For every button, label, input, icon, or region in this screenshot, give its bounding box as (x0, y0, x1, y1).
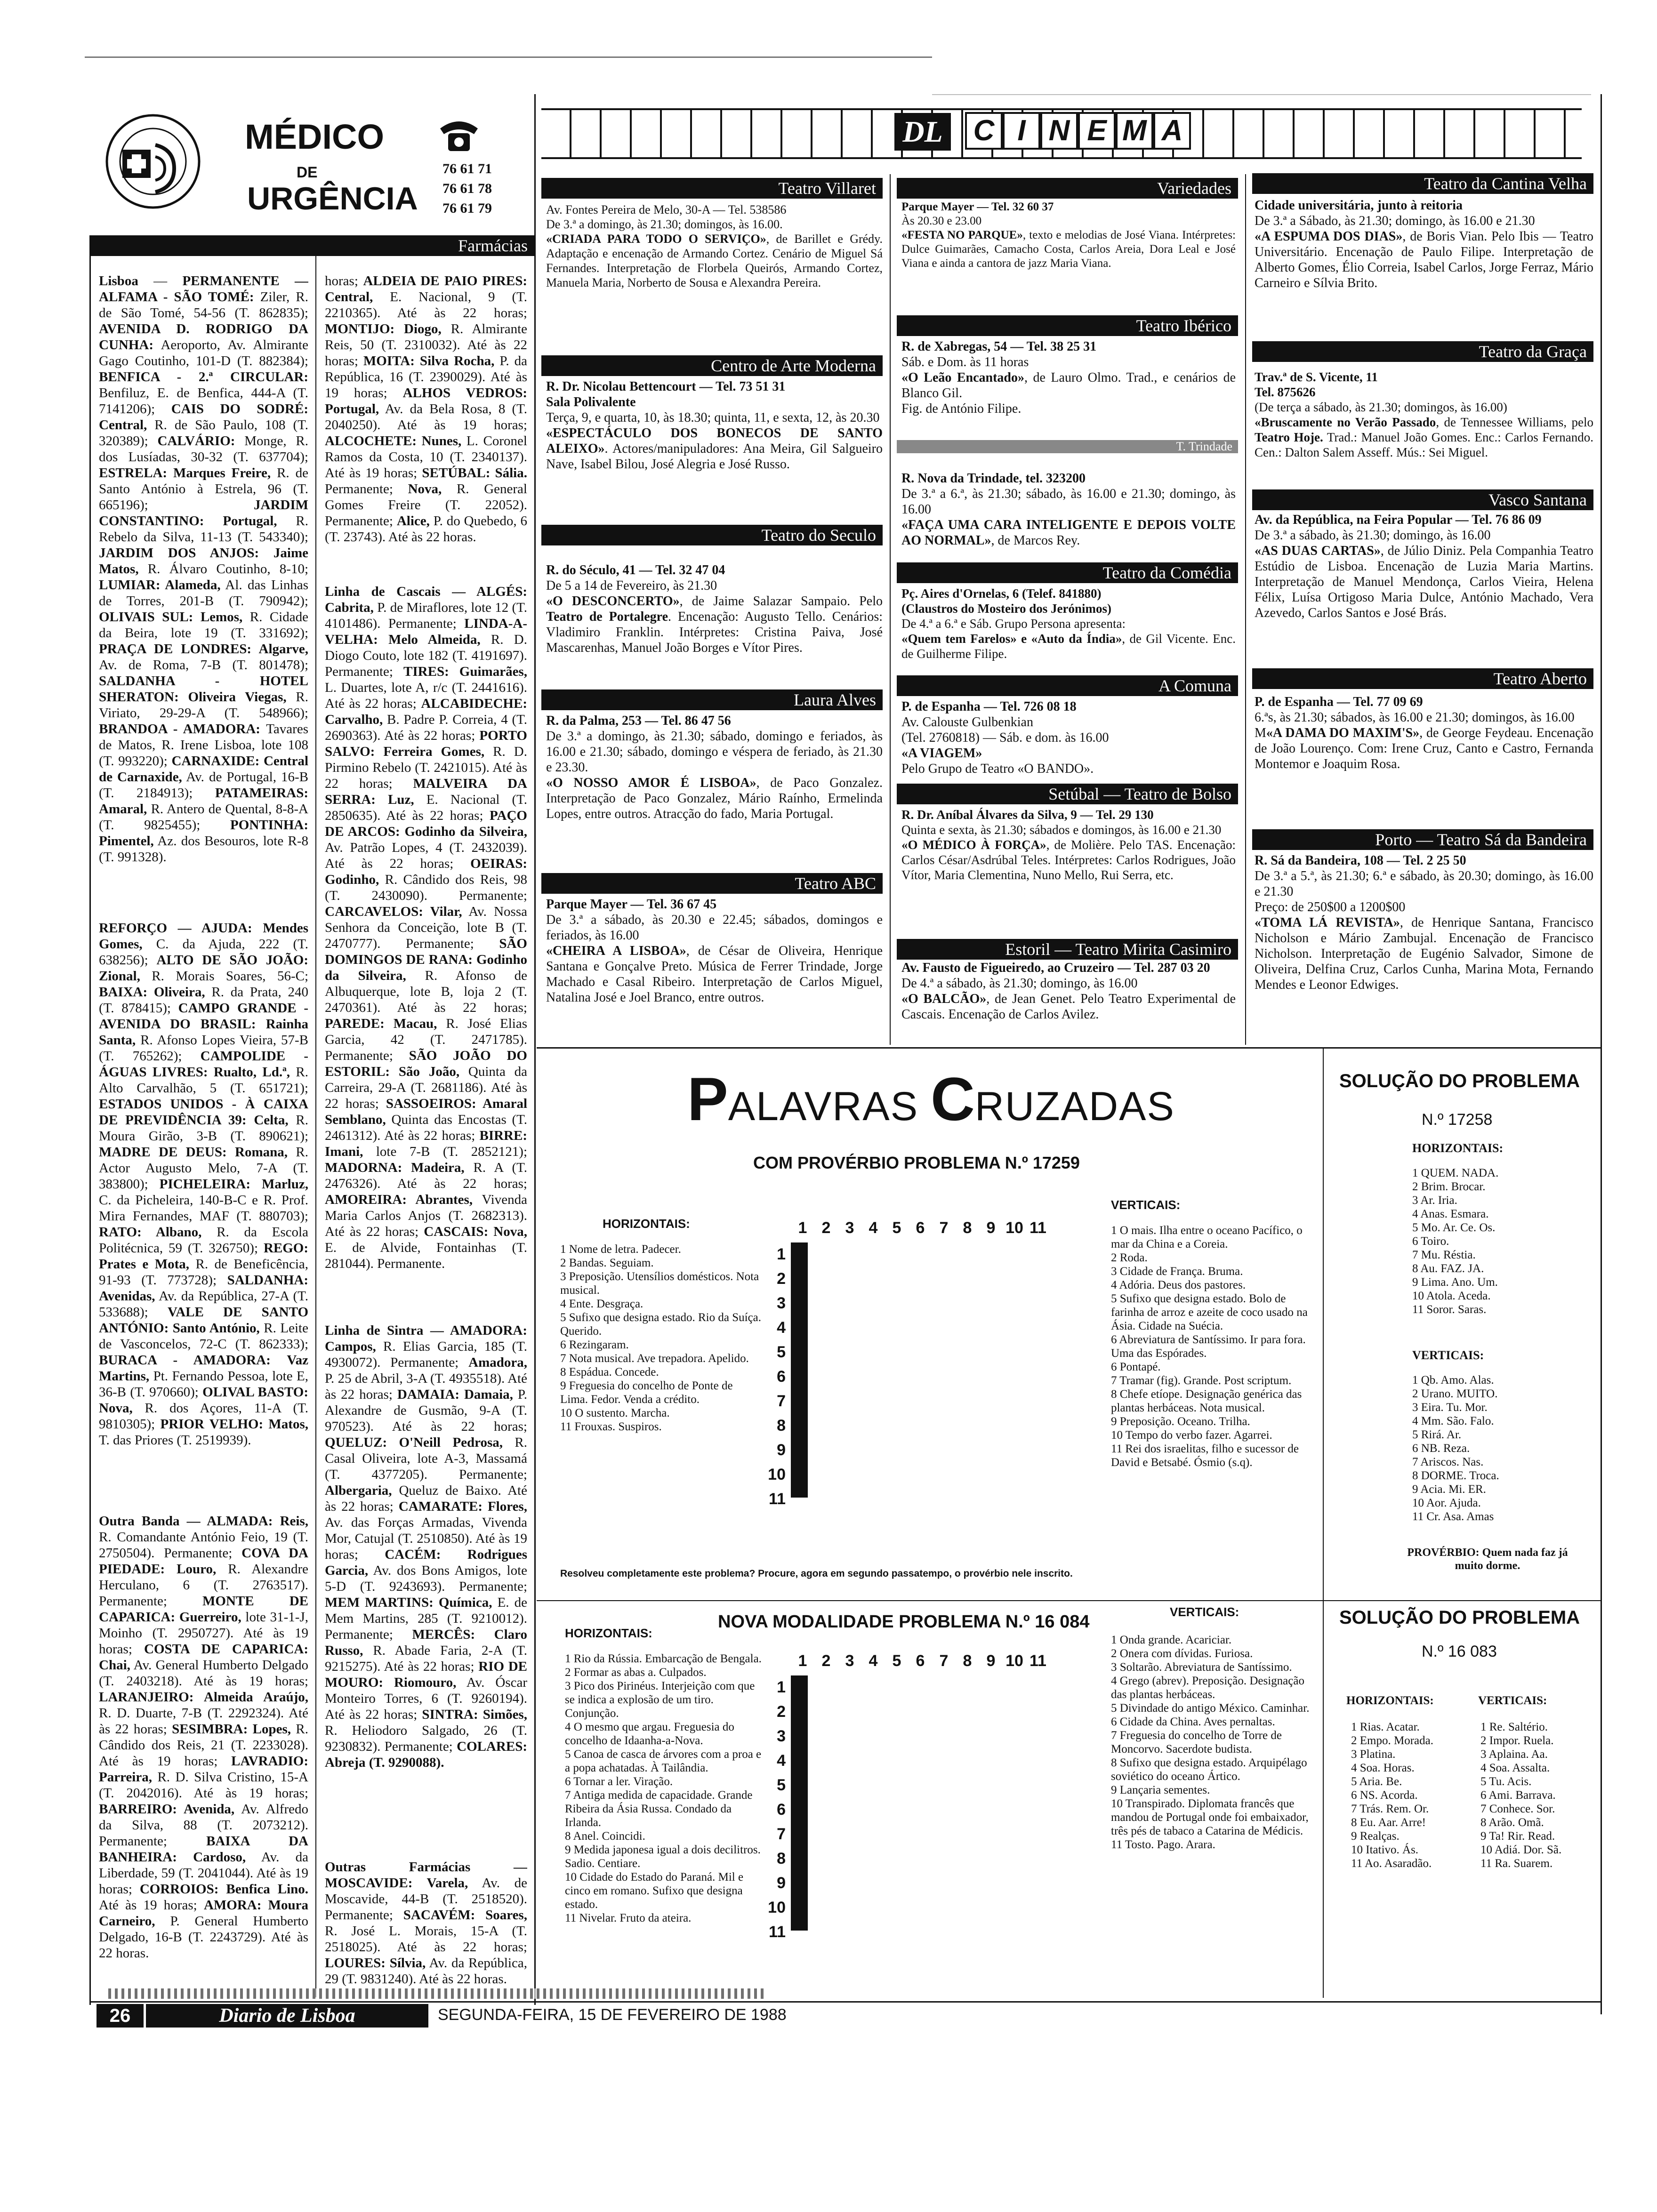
teatro-listing: Av. da República, na Feira Popular — Tel. 76 86 09 De 3.ª a sábado, às 21.30; domingo, às 16.00 «AS DUAS CARTAS», de Júlio Diniz. Pela Companhia Teatro Estúdio de Lisboa. Encenação de Luzia Maria Martins. Interpretação de Manuel Mendonça, Carlos Vieira, Helena Félix, Luísa Ortigoso Maria Dulce, António Machado, Vera Azevedo, Carlos Santos e José Brás. (1255, 513, 1593, 620)
solution-line: 3 Aplaina. Aa. (1480, 1748, 1548, 1761)
clue-horizontal: 9 Medida japonesa igual a dois decilitros. Sadio. Centiare. (565, 1843, 761, 1870)
teatro-listing: Av. Fausto de Figueiredo, ao Cruzeiro — Tel. 287 03 20 De 4.ª a sábado, às 21.30; domingo, às 16.00 «O BALCÃO», de Jean Genet. Pelo Teatro Experimental de Cascais. Encenação de Carlos Avilez. (901, 961, 1236, 1022)
teatro-header: Teatro do Seculo (541, 525, 883, 545)
clue-horizontal: 2 Formar as abas a. Culpados. (565, 1666, 707, 1679)
crossword-table (791, 1675, 808, 1931)
solution-line: 8 Arão. Omã. (1480, 1816, 1544, 1829)
farmacias-mid-rule (315, 256, 316, 1997)
grid-row-number: 11 (769, 1490, 786, 1508)
top-rule (85, 56, 932, 58)
clue-vertical: 4 Grego (abrev). Preposição. Designação das plantas herbáceas. (1111, 1675, 1304, 1701)
clue-horizontal: 5 Canoa de casca de árvores com a proa e a popa achatadas. À Tailândia. (565, 1748, 762, 1774)
solution-line: 10 Atola. Aceda. (1412, 1290, 1491, 1302)
grid-cell[interactable] (806, 1336, 807, 1359)
teatro-header: Estoril — Teatro Mirita Casimiro (897, 939, 1238, 960)
palavras-verticais-list (1111, 1224, 1313, 1469)
teatro-listing: R. da Palma, 253 — Tel. 86 47 56 De 3.ª a domingo, às 21.30; sábado, domingo e feriados, às 16.00 e 21.30; sábado, domingo e véspera de feriado, às 21.30 e 23.30. «O NOSSO AMOR É LISBOA», de Paco Gonzalez. Interpretação de Paco Gonzalez, Mário Raínho, Ermelinda Lopes, entre outros. Atracção do fado, Maria Portugal. (546, 713, 883, 821)
grid-row (792, 1723, 807, 1746)
grid-row-numbers (765, 1675, 788, 1958)
grid-row-number: 1 (777, 1245, 786, 1263)
grid-row (792, 1405, 807, 1428)
crossword-table (791, 1242, 808, 1498)
clue-horizontal: 11 Frouxas. Suspiros. (560, 1420, 662, 1433)
clue-horizontal: 8 Anel. Coincidi. (565, 1830, 645, 1843)
solution-line: 9 Acia. Mi. ER. (1412, 1483, 1486, 1496)
grid-row-number: 8 (777, 1850, 786, 1867)
clue-horizontal: 7 Antiga medida de capacidade. Grande Ribeira da Ásia Russa. Condado da Irlanda. (565, 1789, 753, 1829)
grid-row (792, 1838, 807, 1861)
grid-row-number: 6 (777, 1368, 786, 1386)
grid-row (792, 1266, 807, 1290)
grid-row (792, 1313, 807, 1336)
clue-vertical: 7 Freguesia do concelho de Torre de Moncorvo. Sacerdote budista. (1111, 1729, 1282, 1755)
palavras-title-b: RUZADAS (974, 1084, 1175, 1129)
nova-horizontais-list (565, 1652, 763, 1925)
teatro-header: Teatro da Comédia (897, 562, 1238, 583)
nova-verticais-list (1111, 1633, 1313, 1851)
grid-row-number: 8 (777, 1417, 786, 1435)
solution-line: 6 Ami. Barrava. (1480, 1789, 1556, 1802)
clue-horizontal: 7 Nota musical. Ave trepadora. Apelido. (560, 1352, 749, 1365)
theatre-rule-2 (1245, 174, 1246, 1045)
grid-cell[interactable] (806, 1769, 807, 1792)
grid-row (792, 1884, 807, 1907)
solucao2-vlabel: VERTICAIS: (1478, 1694, 1547, 1707)
teatro-listing: Av. Fontes Pereira de Melo, 30-A — Tel. 538586 De 3.ª a domingo, às 21.30; domingos, às 16.00. «CRIADA PARA TODO O SERVIÇO», de Barillet e Grédy. Adaptação e encenação de Armando Cortez. Cenário de Miguel Sá Fernandes. Interpretação de Florbela Queirós, Armando Cortez, Manuela Maria, Norberto de Sousa e Alexandra Pereira. (546, 203, 883, 289)
grid-cell[interactable] (806, 1746, 807, 1769)
clue-vertical: 6 Pontapé. (1111, 1361, 1161, 1373)
clue-horizontal: 3 Pico dos Pirinéus. Interjeição com que se indica a explosão de um tiro. Conjunção. (565, 1680, 755, 1720)
teatro-listing: P. de Espanha — Tel. 77 09 69 6.ªs, às 21.30; sábados, às 16.00 e 21.30; domingos, às 16.00 M«A DAMA DO MAXIM'S», de George Feydeau. Encenação de João Lourenço. Com: Irene Cruz, Canto e Castro, Fernanda Montemor e Joaquim Rosa. (1255, 695, 1593, 771)
grid-col-number: 6 (916, 1219, 925, 1237)
teatro-header: Teatro Aberto (1252, 668, 1593, 689)
clue-horizontal: 6 Rezingaram. (560, 1338, 629, 1351)
teatro-header-small: T. Trindade (897, 440, 1238, 453)
solution-line: 7 Mu. Réstia. (1412, 1249, 1476, 1261)
solucao2-number: N.º 16 083 (1422, 1643, 1497, 1660)
medico-title: MÉDICO (245, 117, 384, 156)
solucao-horizontais-label: HORIZONTAIS: (1412, 1141, 1504, 1155)
grid-col-number: 10 (1005, 1219, 1023, 1237)
grid-row (792, 1382, 807, 1405)
grid-row-number: 1 (777, 1678, 786, 1696)
clue-vertical: 1 O mais. Ilha entre o oceano Pacífico, o mar da China e a Coreia. (1111, 1224, 1303, 1250)
farmacias-right-rule (534, 94, 536, 2005)
grid-row-number: 4 (777, 1319, 786, 1337)
farmacias-lisboa-reforco: REFORÇO — AJUDA: Mendes Gomes, C. da Ajuda, 222 (T. 638256); ALTO DE SÃO JOÃO: Zional, R. Morais Soares, 56-C; BAIXA: Oliveira, R. da Prata, 240 (T. 878415); CAMPO GRANDE - AVENIDA DO BRASIL: Rainha Santa, R. Afonso Lopes Vieira, 57-B (T. 765262); CAMPOLIDE - ÁGUAS LIVRES: Rualto, Ld.ª, R. Alto Carvalhão, 5 (T. 651721); ESTADOS UNIDOS - À CAIXA DE PREVIDÊNCIA 39: Celta, R. Moura Girão, 3-B (T. 890621); MADRE DE DEUS: Romana, R. Actor Augusto Melo, 7-A (T. 383800); PICHELEIRA: Marluz, C. da Picheleira, 140-B-C e R. Prof. Mira Fernandes, MAF (T. 880703); RATO: Albano, R. da Escola Politécnica, 59 (T. 326750); REGO: Prates e Mota, R. de Beneficência, 91-93 (T. 773728); SALDANHA: Avenidas, Av. da República, 27-A (T. 533688); VALE DE SANTO ANTÓNIO: Santo António, R. Leite de Vasconcelos, 72-C (T. 862333); BURACA - AMADORA: Vaz Martins, Pt. Fernando Pessoa, lote E, 36-B (T. 970660); OLIVAL BASTO: Nova, R. dos Açores, 11-A (T. 9810305); PRIOR VELHO: Matos, T. das Priores (T. 2519939). (99, 921, 308, 1448)
solucao-proverbio: PROVÉRBIO: Quem nada faz já muito dorme. (1407, 1547, 1568, 1572)
teatro-header: Vasco Santana (1252, 489, 1593, 510)
clue-vertical: 3 Cidade de França. Bruma. (1111, 1265, 1243, 1278)
farmacias-outra-banda: Outra Banda — ALMADA: Reis, R. Comandante António Feio, 19 (T. 2750504). Permanente; COVA DA PIEDADE: Louro, R. Alexandre Herculano, 6 (T. 2763517). Permanente; MONTE DE CAPARICA: Guerreiro, lote 31-1-J, Moinho (T. 2950727). Até às 19 horas; COSTA DE CAPARICA: Chai, Av. General Humberto Delgado (T. 2403218). Até às 19 horas; LARANJEIRO: Almeida Araújo, R. D. Duarte, 7-B (T. 2292324). Até às 22 horas; SESIMBRA: Lopes, R. Cândido dos Reis, 21 (T. 2233028). Até às 19 horas; LAVRADIO: Parreira, R. D. Silva Cristino, 15-A (T. 2042016). Até às 19 horas; BARREIRO: Avenida, Av. Alfredo da Silva, 88 (T. 2073212). Permanente; BAIXA DA BANHEIRA: Cardoso, Av. da Liberdade, 59 (T. 2041044). Até às 19 horas; CORROIOS: Benfica Lino. Até às 19 horas; AMORA: Moura Carneiro, P. General Humberto Delgado, 16-B (T. 2243729). Até às 22 horas. (99, 1514, 308, 1961)
solucao2-verticais (1480, 1720, 1593, 1870)
grid-col-numbers (791, 1652, 1073, 1671)
grid-row (792, 1290, 807, 1313)
teatro-header: Teatro da Graça (1252, 341, 1593, 362)
grid-col-number: 4 (869, 1219, 878, 1237)
grid-row-number: 3 (777, 1294, 786, 1312)
teatro-header: Teatro Ibérico (897, 315, 1238, 336)
cinema-letter: E (1078, 112, 1116, 150)
grid-cell[interactable] (806, 1243, 807, 1266)
nova-verticais-label: VERTICAIS: (1170, 1605, 1239, 1619)
crossword-divider (1323, 1047, 1324, 1998)
clue-vertical: 7 Tramar (fig). Grande. Post scriptum. (1111, 1374, 1292, 1387)
nova-title: NOVA MODALIDADE PROBLEMA N.º 16 084 (718, 1612, 1090, 1632)
solution-line: 6 NS. Acorda. (1351, 1789, 1418, 1802)
grid-row-number: 2 (777, 1270, 786, 1288)
farmacias-outras: Outras Farmácias — MOSCAVIDE: Varela, Av. de Moscavide, 44-B (T. 2518520). Permanente; SACAVÉM: Soares, R. José L. Morais, 15-A (T. 2518025). Até às 22 horas; LOURES: Sílvia, Av. da República, 29 (T. 9831240). Até às 22 horas. (325, 1859, 527, 1987)
theatre-bottom-rule (537, 1047, 1601, 1049)
clinic-seal-icon (104, 112, 202, 211)
telephone-icon (438, 117, 480, 154)
grid-col-number: 11 (1030, 1652, 1046, 1670)
grid-row (792, 1359, 807, 1382)
theatre-right-rule (1601, 94, 1602, 2014)
grid-cell[interactable] (806, 1428, 807, 1451)
clue-vertical: 2 Roda. (1111, 1251, 1148, 1264)
grid-row (792, 1907, 807, 1930)
grid-row-number: 9 (777, 1441, 786, 1459)
grid-cell[interactable] (806, 1723, 807, 1746)
grid-row (792, 1451, 807, 1474)
clue-horizontal: 1 Nome de letra. Padecer. (560, 1243, 681, 1256)
solution-line: 8 DORME. Troca. (1412, 1469, 1499, 1482)
grid-row (792, 1428, 807, 1451)
solution-line: 4 Soa. Horas. (1351, 1762, 1415, 1774)
grid-row (792, 1336, 807, 1359)
cinema-letter: N (1040, 112, 1078, 150)
grid-row (792, 1474, 807, 1497)
grid-row (792, 1676, 807, 1699)
solution-line: 10 Aor. Ajuda. (1412, 1497, 1481, 1509)
solucao2-hlabel: HORIZONTAIS: (1346, 1694, 1434, 1707)
clue-vertical: 3 Soltarão. Abreviatura de Santíssimo. (1111, 1661, 1292, 1674)
clue-vertical: 9 Lançaria sementes. (1111, 1784, 1210, 1796)
medico-de: DE (297, 164, 318, 181)
grid-row-number: 7 (777, 1825, 786, 1843)
teatro-header: A Comuna (897, 675, 1238, 696)
clue-vertical: 10 Transpirado. Diplomata francês que mandou de Portugal onde foi embaixador, três pés de tabaco a Catarina de Médicis. (1111, 1797, 1309, 1837)
solution-line: 9 Realças. (1351, 1830, 1400, 1843)
teatro-listing: R. de Xabregas, 54 — Tel. 38 25 31 Sáb. e Dom. às 11 horas «O Leão Encantado», de Lauro Olmo. Trad., e cenários de Blanco Gil. Fig. de António Filipe. (901, 339, 1236, 416)
grid-row (792, 1792, 807, 1815)
teatro-header: Variedades (897, 178, 1238, 199)
solution-line: 9 Ta! Rir. Read. (1480, 1830, 1555, 1843)
teatro-listing: R. Dr. Aníbal Álvares da Silva, 9 — Tel. 29 130 Quinta e sexta, às 21.30; sábados e domingos, às 16.00 e 21.30 «O MÉDICO À FORÇA», de Molière. Pelo TAS. Encenação: Carlos César/Asdrúbal Teles. Intérpretes: Carlos Rodrigues, João Vítor, Maria Clementina, Nuno Mello, Rui Serra, etc. (901, 808, 1236, 882)
grid-col-number: 5 (892, 1219, 901, 1237)
clue-vertical: 11 Tosto. Pago. Arara. (1111, 1838, 1215, 1851)
palavras-horizontais-list (560, 1242, 763, 1434)
grid-cell[interactable] (806, 1815, 807, 1838)
solution-line: 11 Cr. Asa. Amas (1412, 1510, 1494, 1523)
grid-row-number: 5 (777, 1776, 786, 1794)
palavras-title-c: C (930, 1065, 975, 1133)
grid-row (792, 1861, 807, 1884)
solution-line: 7 Conhece. Sor. (1480, 1803, 1555, 1815)
teatro-header: Setúbal — Teatro de Bolso (897, 784, 1238, 804)
footer-ornament (108, 1988, 767, 1999)
grid-col-number: 11 (1030, 1219, 1046, 1237)
solution-line: 3 Eira. Tu. Mor. (1412, 1401, 1488, 1414)
clue-horizontal: 1 Rio da Rússia. Embarcação de Bengala. (565, 1652, 762, 1665)
palavras-title-p: P (687, 1065, 728, 1133)
cinema-logo: DL (894, 113, 951, 151)
palavras-horizontais-label: HORIZONTAIS: (603, 1217, 690, 1231)
solution-line: 3 Ar. Iria. (1412, 1194, 1457, 1207)
grid-cell[interactable] (806, 1884, 807, 1907)
farmacias-header: Farmácias (89, 235, 534, 256)
grid-cell[interactable] (806, 1676, 807, 1699)
clue-horizontal: 10 O sustento. Marcha. (560, 1407, 670, 1419)
teatro-header: Teatro ABC (541, 873, 883, 894)
grid-col-number: 1 (798, 1652, 807, 1670)
clue-horizontal: 10 Cidade do Estado do Paraná. Mil e cinco em romano. Sufixo que designa estado. (565, 1871, 744, 1911)
teatro-listing: Pç. Aires d'Ornelas, 6 (Telef. 841880) (Claustros do Mosteiro dos Jerónimos) De 4.ª a 6.ª e Sáb. Grupo Persona apresenta: «Quem tem Farelos» e «Auto da Índia», de Gil Vicente. Enc. de Guilherme Filipe. (901, 586, 1236, 661)
solution-line: 11 Ao. Asaradão. (1351, 1857, 1432, 1870)
solucao-verticais-label: VERTICAIS: (1412, 1348, 1484, 1362)
medico-box (89, 98, 534, 244)
grid-cell[interactable] (806, 1290, 807, 1313)
solution-line: 6 Toiro. (1412, 1235, 1449, 1248)
solution-line: 8 Au. FAZ. JA. (1412, 1262, 1484, 1275)
footer-date: SEGUNDA-FEIRA, 15 DE FEVEREIRO DE 1988 (438, 2006, 787, 2024)
grid-col-number: 5 (892, 1652, 901, 1670)
grid-col-number: 9 (986, 1652, 996, 1670)
grid-col-number: 1 (798, 1219, 807, 1237)
grid-col-number: 6 (916, 1652, 925, 1670)
clue-horizontal: 2 Bandas. Seguiam. (560, 1257, 654, 1269)
solucao-number: N.º 17258 (1422, 1111, 1493, 1129)
teatro-listing: R. do Século, 41 — Tel. 32 47 04 De 5 a 14 de Fevereiro, às 21.30 «O DESCONCERTO», de Jaime Salazar Sampaio. Pelo Teatro de Portalegre. Encenação: Augusto Tello. Cenários: Vladimiro Franklin. Intérpretes: Cristina Paiva, José Mascarenhas, Manuel João Borges e Vítor Pires. (546, 563, 883, 655)
solucao-horizontais (1412, 1166, 1577, 1316)
solution-line: 5 Rirá. Ar. (1412, 1428, 1462, 1441)
grid-row-number: 9 (777, 1874, 786, 1892)
clue-vertical: 11 Rei dos israelitas, filho e sucessor de David e Betsabé. Ósmio (s.q). (1111, 1443, 1299, 1469)
solution-line: 1 Re. Saltério. (1480, 1721, 1548, 1733)
solucao2-title: SOLUÇÃO DO PROBLEMA (1339, 1607, 1580, 1628)
teatro-header: Centro de Arte Moderna (541, 355, 883, 376)
grid-cell[interactable] (806, 1474, 807, 1497)
solution-line: 3 Platina. (1351, 1748, 1396, 1761)
palavras-verticais-label: VERTICAIS: (1111, 1198, 1181, 1212)
solution-line: 5 Mo. Ar. Ce. Os. (1412, 1221, 1496, 1234)
grid-row (792, 1243, 807, 1266)
grid-row-number: 2 (777, 1703, 786, 1721)
medico-phones: 76 61 71 76 61 78 76 61 79 (442, 161, 492, 216)
grid-col-number: 7 (939, 1652, 949, 1670)
solution-line: 10 Adiá. Dor. Sã. (1480, 1843, 1562, 1856)
solution-line: 4 Anas. Esmara. (1412, 1208, 1489, 1220)
clue-vertical: 6 Abreviatura de Santíssimo. Ir para fora. Uma das Espórades. (1111, 1333, 1306, 1360)
palavras-subtitle: COM PROVÉRBIO PROBLEMA N.º 17259 (753, 1153, 1080, 1172)
grid-row-number: 4 (777, 1752, 786, 1770)
grid-row (792, 1746, 807, 1769)
teatro-header: Teatro Villaret (541, 178, 883, 199)
palavras-title (687, 1064, 1175, 1134)
clue-horizontal: 5 Sufixo que designa estado. Rio da Suíça. Querido. (560, 1311, 762, 1338)
teatro-listing: R. Dr. Nicolau Bettencourt — Tel. 73 51 31 Sala Polivalente Terça, 9, e quarta, 10, às 18.30; quinta, 11, e sexta, 12, às 20.30 «ESPECTÁCULO DOS BONECOS DE SANTO ALEIXO». Actores/manipuladores: Ana Meira, Gil Salgueiro Nave, Isabel Bilou, José Alegria e José Russo. (546, 379, 883, 472)
grid-col-number: 9 (986, 1219, 996, 1237)
clue-horizontal: 11 Nivelar. Fruto da ateira. (565, 1912, 692, 1924)
clue-horizontal: 4 Ente. Desgraça. (560, 1298, 643, 1310)
palavras-footer: Resolveu completamente este problema? Procure, agora em segundo passatempo, o provérbio nele inscrito. (560, 1568, 1073, 1579)
clue-vertical: 8 Sufixo que designa estado. Arquipélago soviético do oceano Ártico. (1111, 1756, 1307, 1783)
teatro-header: Laura Alves (541, 689, 883, 710)
grid-col-number: 3 (845, 1219, 854, 1237)
clue-vertical: 9 Preposição. Oceano. Trilha. (1111, 1415, 1250, 1428)
grid-row-number: 7 (777, 1392, 786, 1410)
teatro-listing: R. Nova da Trindade, tel. 323200 De 3.ª a 6.ª, às 21.30; sábado, às 16.00 e 21.30; domingo, às 16.00 «FAÇA UMA CARA INTELIGENTE E DEPOIS VOLTE AO NORMAL», de Marcos Rey. (901, 471, 1236, 548)
teatro-listing: P. de Espanha — Tel. 726 08 18 Av. Calouste Gulbenkian (Tel. 2760818) — Sáb. e dom. às 16.00 «A VIAGEM» Pelo Grupo de Teatro «O BANDO». (901, 699, 1109, 776)
grid-cell[interactable] (806, 1838, 807, 1861)
footer-rule (89, 2001, 1601, 2003)
grid-col-number: 3 (845, 1652, 854, 1670)
farmacias-linha-sintra: Linha de Sintra — AMADORA: Campos, R. Elias Garcia, 185 (T. 4930072). Permanente; Amadora, P. 25 de Abril, 3-A (T. 4935518). Até às 22 horas; DAMAIA: Damaia, P. Alexandre de Gusmão, 9-A (T. 970523). Até às 22 horas; QUELUZ: O'Neill Pedrosa, R. Casal Oliveira, lote A-3, Massamá (T. 4377205). Permanente; Albergaria, Queluz de Baixo. Até às 22 horas; CAMARATE: Flores, Av. das Forças Armadas, Vivenda Mor, Catujal (T. 2510850). Até às 19 horas; CACÉM: Rodrigues Garcia, Av. dos Bons Amigos, lote 5-D (T. 9243693). Permanente; MEM MARTINS: Química, E. de Mem Martins, 285 (T. 9210012). Permanente; MERCÊS: Claro Russo, R. Abade Faria, 2-A (T. 9215275). Até às 22 horas; RIO DE MOURO: Riomouro, Av. Óscar Monteiro Torres, 6 (T. 9260194). Até às 22 horas; SINTRA: Simões, R. Heliodoro Salgado, 26 (T. 9230832). Permanente; COLARES: Abreja (T. 9290088). (325, 1323, 527, 1770)
top-rule-dash (932, 94, 1591, 95)
farmacias-left-rule (89, 235, 91, 2005)
clue-vertical: 6 Cidade da China. Aves pernaltas. (1111, 1715, 1275, 1728)
grid-col-number: 10 (1005, 1652, 1023, 1670)
clue-horizontal: 8 Espádua. Concede. (560, 1366, 659, 1378)
solution-line: 5 Tu. Acis. (1480, 1775, 1532, 1788)
teatro-listing: Parque Mayer — Tel. 36 67 45 De 3.ª a sábado, às 20.30 e 22.45; sábados, domingos e feriados, às 16.00 «CHEIRA A LISBOA», de César de Oliveira, Henrique Santana e Gonçalve Preto. Música de Ferrer Trindade, Jorge Machado e Casal Ribeiro. Interpretação de Carlos Miguel, Natalina José e Joel Branco, entre outros. (546, 897, 883, 1005)
grid-row (792, 1815, 807, 1838)
solution-line: 2 Impor. Ruela. (1480, 1734, 1554, 1747)
cinema-letter: A (1153, 112, 1191, 150)
solution-line: 5 Aria. Be. (1351, 1775, 1402, 1788)
nova-horizontais-label: HORIZONTAIS: (565, 1626, 652, 1640)
solucao-verticais (1412, 1373, 1577, 1523)
solucao-title: SOLUÇÃO DO PROBLEMA (1339, 1071, 1580, 1091)
grid-cell[interactable] (806, 1907, 807, 1930)
teatro-listing: R. Sá da Bandeira, 108 — Tel. 2 25 50 De 3.ª a 5.ª, às 21.30; 6.ª e sábado, às 20.30; domingo, às 16.00 e 21.30 Preço: de 250$00 a 1200$00 «TOMA LÁ REVISTA», de Henrique Santana, Francisco Nicholson e Mário Zambujal. Encenação de Francisco Nicholson. Interpretação de Eugénio Salvador, Simone de Oliveira, Delfina Cruz, Carlos Cunha, Marina Mota, Fernando Mendes e Leonor Edwiges. (1255, 853, 1593, 992)
solution-line: 4 Mm. São. Falo. (1412, 1415, 1494, 1427)
solution-line: 1 QUEM. NADA. (1412, 1167, 1499, 1179)
grid-col-number: 2 (821, 1219, 831, 1237)
teatro-listing: Cidade universitária, junto à reitoria De 3.ª a Sábado, às 21.30; domingo, às 16.00 e 21.30 «A ESPUMA DOS DIAS», de Boris Vian. Pelo Ibis — Teatro Universitário. Encenação de Paulo Filipe. Interpretação de Alberto Gomes, Élio Correia, Isabel Carlos, Jorge Ferraz, Mário Carneiro e Sílvia Brito. (1255, 198, 1593, 290)
grid-row-number: 5 (777, 1343, 786, 1361)
clue-vertical: 4 Adória. Deus dos pastores. (1111, 1279, 1246, 1291)
clue-horizontal: 9 Freguesia do concelho de Ponte de Lima. Fedor. Venda a crédito. (560, 1379, 733, 1406)
grid-col-number: 2 (821, 1652, 831, 1670)
grid-cell[interactable] (806, 1313, 807, 1336)
cinema-letter: I (1003, 112, 1040, 150)
grid-col-number: 4 (869, 1652, 878, 1670)
clue-vertical: 2 Onera com dívidas. Furiosa. (1111, 1647, 1253, 1660)
solution-line: 2 Empo. Morada. (1351, 1734, 1433, 1747)
grid-cell[interactable] (806, 1861, 807, 1884)
grid-row-number: 10 (768, 1466, 786, 1483)
grid-row (792, 1699, 807, 1723)
grid-row (792, 1769, 807, 1792)
grid-row-numbers (765, 1242, 788, 1525)
crossword-mid-rule (537, 1600, 1601, 1601)
grid-col-number: 7 (939, 1219, 949, 1237)
solution-line: 1 Rias. Acatar. (1351, 1721, 1420, 1733)
solution-line: 9 Lima. Ano. Um. (1412, 1276, 1498, 1289)
palavras-title-a: ALAVRAS (728, 1084, 931, 1129)
solution-line: 8 Eu. Aar. Arre! (1351, 1816, 1426, 1829)
solution-line: 2 Urano. MUITO. (1412, 1387, 1498, 1400)
farmacias-outra-banda-cont: horas; ALDEIA DE PAIO PIRES: Central, E. Nacional, 9 (T. 2210365). Até às 22 horas; MONTIJO: Diogo, R. Almirante Reis, 50 (T. 2310032). Até às 22 horas; MOITA: Silva Rocha, P. da República, 16 (T. 2390029). Até às 19 horas; ALHOS VEDROS: Portugal, Av. da Bela Rosa, 8 (T. 2040250). Até às 19 horas; ALCOCHETE: Nunes, L. Coronel Ramos da Costa, 10 (T. 2340137). Até às 19 horas; SETÚBAL: Sália. Permanente; Nova, R. General Gomes Freire (T. 22052). Permanente; Alice, P. do Quebedo, 6 (T. 23743). Até às 22 horas. (325, 273, 527, 545)
grid-row-number: 11 (769, 1923, 786, 1941)
teatro-header: Porto — Teatro Sá da Bandeira (1252, 829, 1593, 850)
clue-vertical: 10 Tempo do verbo fazer. Agarrei. (1111, 1429, 1272, 1442)
grid-cell[interactable] (806, 1266, 807, 1290)
clue-vertical: 8 Chefe etíope. Designação genérica das plantas herbáceas. Nota musical. (1111, 1388, 1302, 1414)
solution-line: 11 Soror. Saras. (1412, 1303, 1487, 1316)
grid-cell[interactable] (806, 1699, 807, 1723)
solution-line: 7 Ariscos. Nas. (1412, 1456, 1484, 1468)
solution-line: 10 Itativo. Ás. (1351, 1843, 1419, 1856)
theatre-rule-1 (890, 174, 891, 1045)
grid-cell[interactable] (806, 1451, 807, 1474)
farmacias-linha-cascais: Linha de Cascais — ALGÉS: Cabrita, P. de Miraflores, lote 12 (T. 4101486). Permanente; LINDA-A-VELHA: Melo Almeida, R. D. Diogo Couto, lote 182 (T. 4191697). Permanente; TIRES: Guimarães, L. Duartes, lote A, r/c (T. 2441616). Até às 22 horas; ALCABIDECHE: Carvalho, B. Padre P. Correia, 4 (T. 2690363). Até às 22 horas; PORTO SALVO: Ferreira Gomes, R. D. Pirmino Rebelo (T. 2421015). Até às 22 horas; MALVEIRA DA SERRA: Luz, E. Nacional (T. 2850635). Até às 22 horas; PAÇO DE ARCOS: Godinho da Silveira, Av. Patrão Lopes, 4 (T. 2432039). Até às 22 horas; OEIRAS: Godinho, R. Cândido dos Reis, 98 (T. 2430090). Permanente; CARCAVELOS: Vilar, Av. Nossa Senhora da Conceição, lote B (T. 2470777). Permanente; SÃO DOMINGOS DE RANA: Godinho da Silveira, R. Afonso de Albuquerque, lote B, loja 2 (T. 2470361). Até às 22 horas; PAREDE: Macau, R. José Elias Garcia, 42 (T. 2471785). Permanente; SÃO JOÃO DO ESTORIL: São João, Quinta da Carreira, 29-A (T. 2681186). Até às 22 horas; SASSOEIROS: Amaral Semblano, Quinta das Encostas (T. 2461312). Até às 22 horas; BIRRE: Imani, lote 7-B (T. 2852121); MADORNA: Madeira, R. A (T. 2476326). Até às 22 horas; AMOREIRA: Abrantes, Vivenda Maria Carlos Anjos (T. 2682313). Até às 22 horas; CASCAIS: Nova, E. de Alvide, Fontainhas (T. 281044). Permanente. (325, 584, 527, 1271)
teatro-listing: Trav.ª de S. Vicente, 11 Tel. 875626 (De terça a sábado, às 21.30; domingos, às 16.00) «Bruscamente no Verão Passado, de Tennessee Williams, pelo Teatro Hoje. Trad.: Manuel João Gomes. Enc.: Carlos Fernando. Cen.: Dalton Salem Asseff. Mús.: Sei Miguel. (1255, 370, 1593, 459)
solution-line: 6 NB. Reza. (1412, 1442, 1470, 1455)
grid-cell[interactable] (806, 1792, 807, 1815)
page-number: 26 (97, 2004, 144, 2028)
clue-horizontal: 4 O mesmo que argau. Freguesia do concelho de Idaanha-a-Nova. (565, 1721, 734, 1747)
grid-cell[interactable] (806, 1359, 807, 1382)
teatro-listing: Parque Mayer — Tel. 32 60 37 Às 20.30 e 23.00 «FESTA NO PARQUE», texto e melodias de José Viana. Intérpretes: Dulce Guimarães, Camacho Costa, Carlos Areia, Dora Leal e José Viana e ainda a cantora de jazz Maria Viana. (901, 200, 1236, 270)
grid-col-numbers (791, 1219, 1073, 1238)
grid-row-number: 3 (777, 1727, 786, 1745)
grid-cell[interactable] (806, 1405, 807, 1428)
grid-col-number: 8 (963, 1219, 972, 1237)
clue-vertical: 5 Sufixo que designa estado. Bolo de farinha de arroz e azeite de coco usado na Ásia. Cidade na Suécia. (1111, 1292, 1308, 1332)
cinema-letter: M (1116, 112, 1153, 150)
solution-line: 7 Trás. Rem. Or. (1351, 1803, 1429, 1815)
clue-horizontal: 3 Preposição. Utensílios domésticos. Nota musical. (560, 1270, 759, 1297)
teatro-header: Teatro da Cantina Velha (1252, 173, 1593, 194)
cinema-letter: C (965, 112, 1003, 150)
clue-horizontal: 6 Tornar a ler. Viração. (565, 1775, 673, 1788)
clue-vertical: 1 Onda grande. Acariciar. (1111, 1634, 1232, 1646)
solucao2-horizontais (1351, 1720, 1473, 1870)
solution-line: 4 Soa. Assalta. (1480, 1762, 1550, 1774)
solution-line: 11 Ra. Suarem. (1480, 1857, 1553, 1870)
clue-vertical: 5 Divindade do antigo México. Caminhar. (1111, 1702, 1310, 1715)
farmacias-lisboa-permanente: Lisboa — PERMANENTE — ALFAMA - SÃO TOMÉ: Ziler, R. de São Tomé, 54-56 (T. 862835); AVENIDA D. RODRIGO DA CUNHA: Aeroporto, Av. Almirante Gago Coutinho, 101-D (T. 882384); BENFICA - 2.ª CIRCULAR: Benfiluz, E. de Benfica, 444-A (T. 7141206); CAIS DO SODRÉ: Central, R. de São Paulo, 108 (T. 320389); CALVÁRIO: Monge, R. dos Lusíadas, 30-32 (T. 637704); ESTRELA: Marques Freire, R. de Santo António à Estrela, 96 (T. 665196); JARDIM CONSTANTINO: Portugal, R. Rebelo da Silva, 11-13 (T. 543340); JARDIM DOS ANJOS: Jaime Matos, R. Álvaro Coutinho, 8-10; LUMIAR: Alameda, Al. das Linhas de Torres, 201-B (T. 790942); OLIVAIS SUL: Lemos, R. Cidade da Beira, lote 19 (T. 331692); PRAÇA DE LONDRES: Algarve, Av. de Roma, 7-B (T. 801478); SALDANHA - HOTEL SHERATON: Oliveira Viegas, R. Viriato, 29-29-A (T. 548966); BRANDOA - AMADORA: Tavares de Matos, R. Irene Lisboa, lote 108 (T. 993220); CARNAXIDE: Central de Carnaxide, Av. de Portugal, 16-B (T. 2184913); PATAMEIRAS: Amaral, R. Antero de Quental, 8-8-A (T. 9825455); PONTINHA: Pimentel, Az. dos Besouros, lote R-8 (T. 991328). (99, 273, 308, 865)
grid-row-number: 6 (777, 1801, 786, 1819)
solution-line: 1 Qb. Amo. Alas. (1412, 1374, 1494, 1387)
grid-cell[interactable] (806, 1382, 807, 1405)
grid-col-number: 8 (963, 1652, 972, 1670)
medico-urgencia: URGÊNCIA (247, 181, 418, 216)
masthead: Diario de Lisboa (146, 2004, 428, 2028)
cinema-letters (965, 112, 1191, 152)
grid-row-number: 10 (768, 1899, 786, 1916)
solution-line: 2 Brim. Brocar. (1412, 1180, 1486, 1193)
